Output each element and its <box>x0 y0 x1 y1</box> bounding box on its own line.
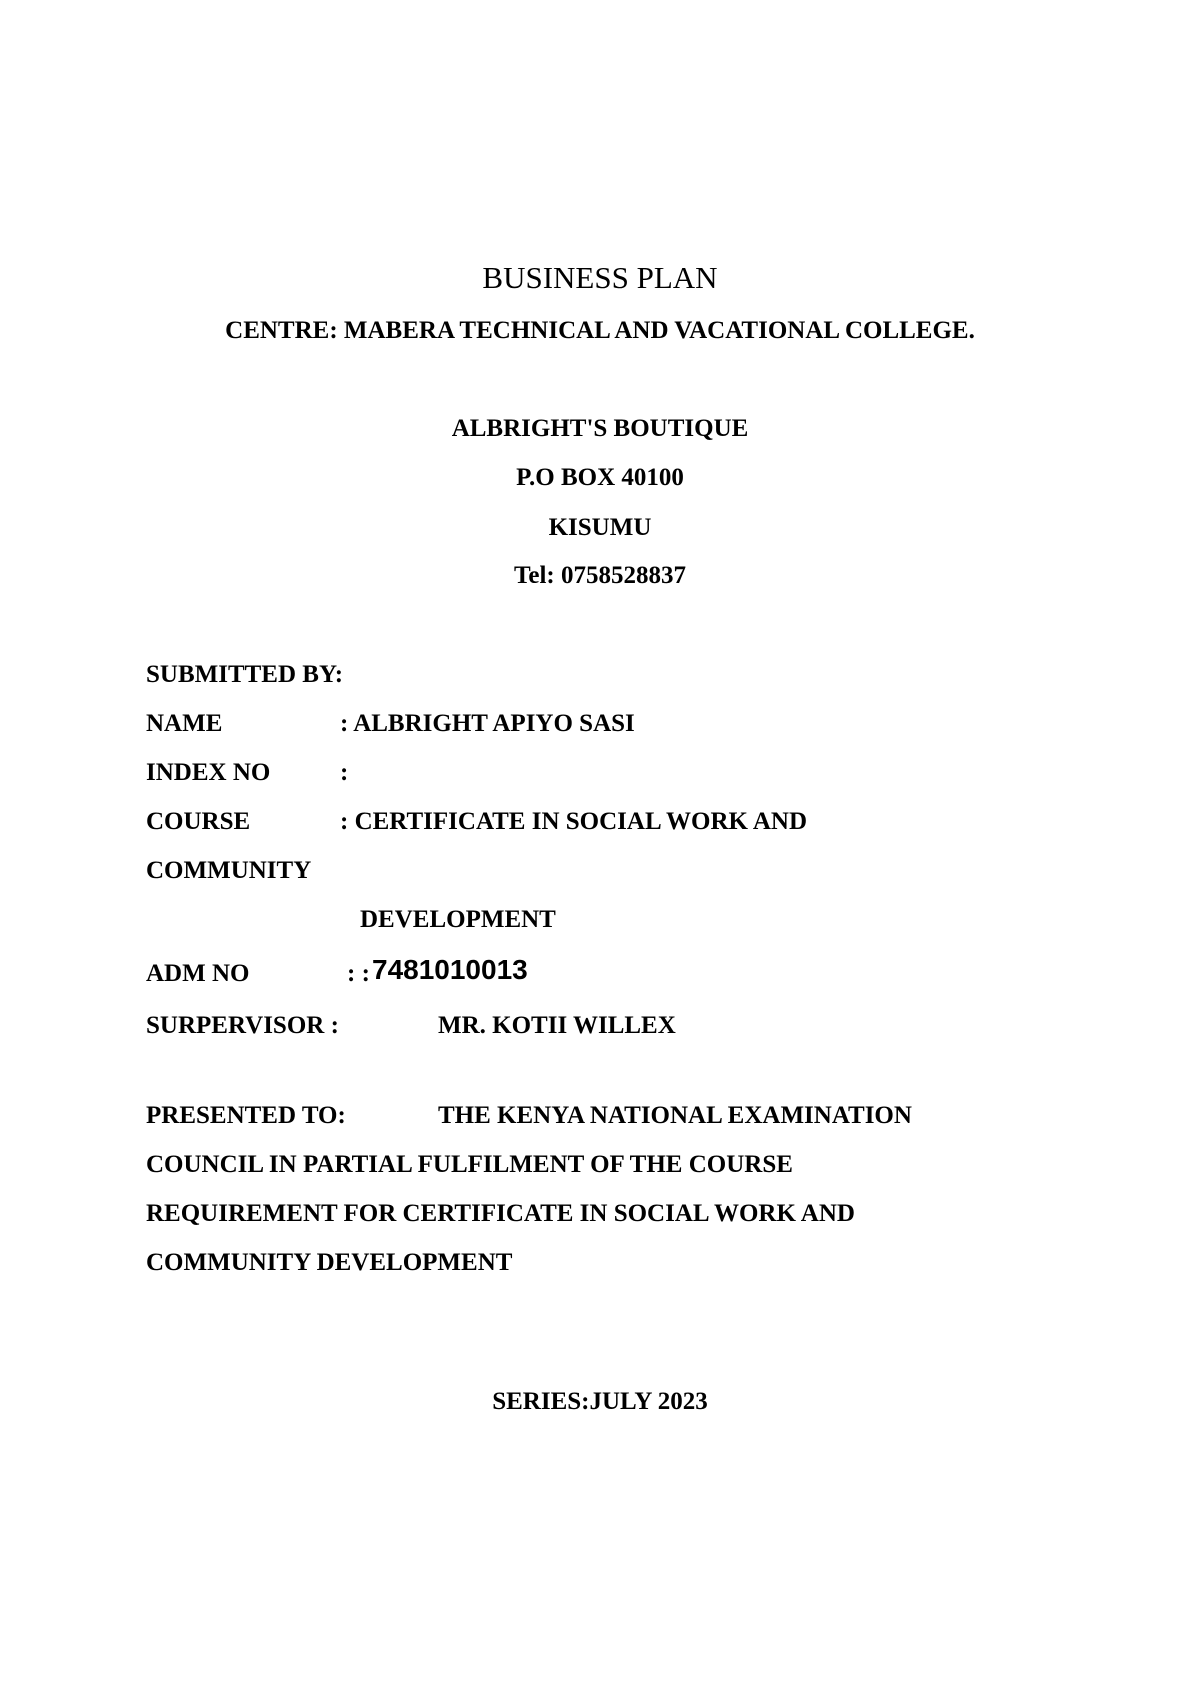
presented-to-label: PRESENTED TO: <box>146 1102 346 1129</box>
course-value: : CERTIFICATE IN SOCIAL WORK AND <box>340 808 808 835</box>
presented-to-line-1: THE KENYA NATIONAL EXAMINATION <box>438 1102 912 1129</box>
index-value: : <box>340 759 349 786</box>
adm-value: 7481010013 <box>372 954 528 985</box>
business-name: ALBRIGHT'S BOUTIQUE <box>451 415 749 442</box>
course-continuation-2: DEVELOPMENT <box>360 906 556 933</box>
course-label: COURSE <box>146 808 251 835</box>
presented-to-line-4: COMMUNITY DEVELOPMENT <box>146 1249 513 1276</box>
adm-label: ADM NO <box>146 960 250 987</box>
series-line: SERIES:JULY 2023 <box>492 1388 708 1415</box>
presented-to-line-2: COUNCIL IN PARTIAL FULFILMENT OF THE COURSE <box>146 1151 793 1178</box>
business-tel: Tel: 0758528837 <box>514 562 686 589</box>
presented-to-line-3: REQUIREMENT FOR CERTIFICATE IN SOCIAL WORK AND <box>146 1200 855 1227</box>
submitted-by-heading: SUBMITTED BY: <box>146 661 344 688</box>
business-town: KISUMU <box>548 514 652 541</box>
index-label: INDEX NO <box>146 759 271 786</box>
adm-colon: : : <box>347 960 370 987</box>
centre-line: CENTRE: MABERA TECHNICAL AND VACATIONAL COLLEGE. <box>225 317 975 344</box>
business-address: P.O BOX 40100 <box>516 464 684 491</box>
supervisor-label: SURPERVISOR : <box>146 1012 339 1039</box>
name-label: NAME <box>146 710 223 737</box>
course-continuation-1: COMMUNITY <box>146 857 312 884</box>
name-value: : ALBRIGHT APIYO SASI <box>340 710 635 737</box>
document-title: BUSINESS PLAN <box>482 260 718 295</box>
supervisor-value: MR. KOTII WILLEX <box>438 1012 676 1039</box>
